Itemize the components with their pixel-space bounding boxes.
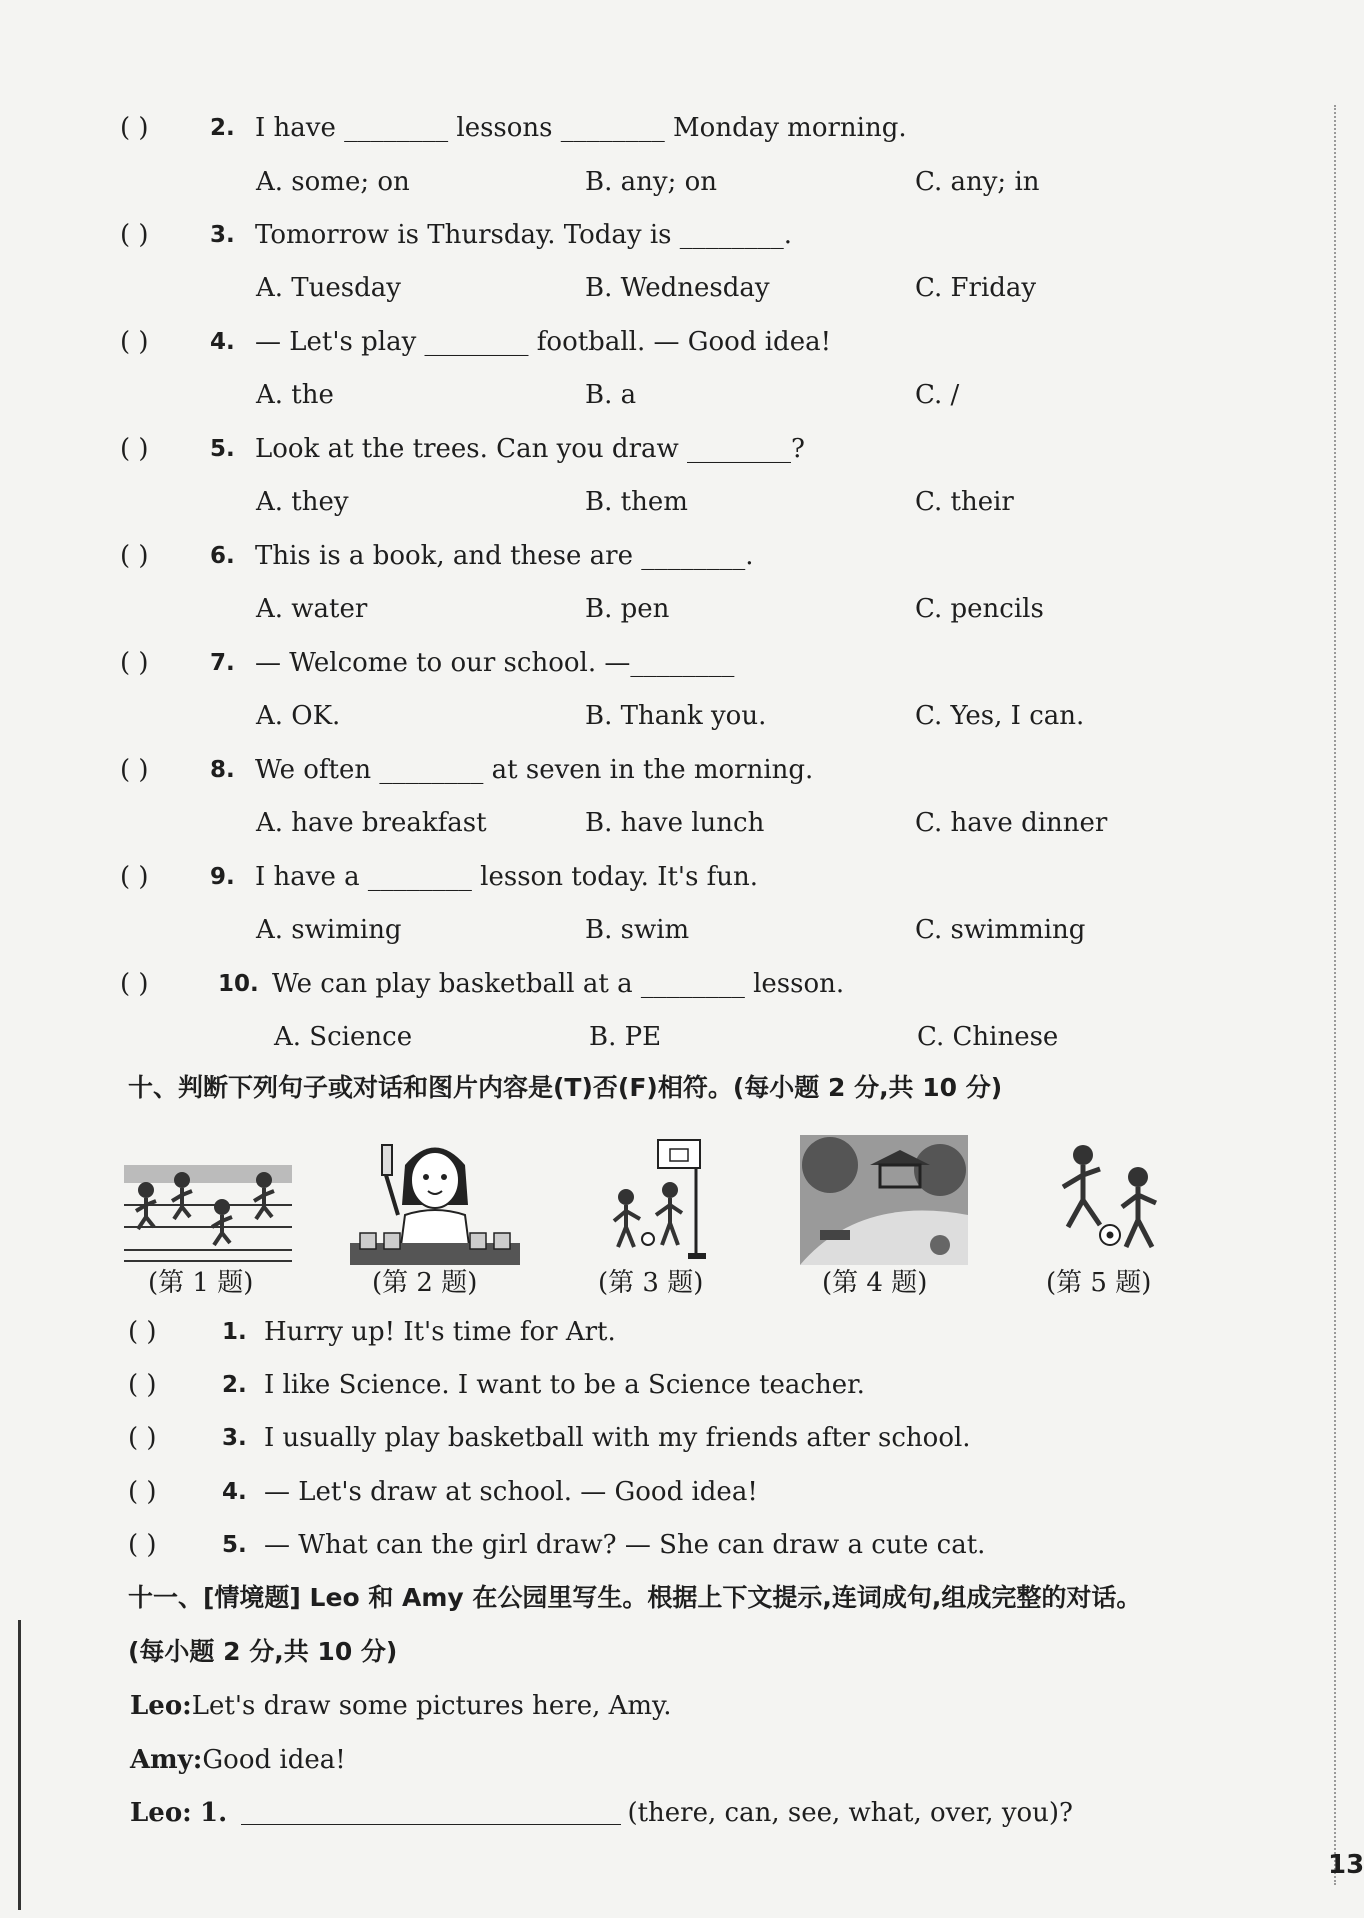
option-a: A. OK. bbox=[256, 701, 341, 731]
options-7 bbox=[0, 696, 1300, 736]
question-9 bbox=[120, 857, 1220, 897]
line-text: Good idea! bbox=[202, 1745, 346, 1775]
question-8 bbox=[120, 750, 1220, 790]
basketball-picture bbox=[598, 1135, 718, 1265]
caption-5: (第 5 题) bbox=[1046, 1268, 1152, 1298]
option-a: A. some; on bbox=[256, 167, 410, 197]
option-b: B. pen bbox=[585, 594, 670, 624]
question-stem: I have ________ lessons ________ Monday morning. bbox=[255, 113, 907, 143]
options-10 bbox=[0, 1017, 1300, 1057]
option-c: C. their bbox=[915, 487, 1014, 517]
section-10-heading: 十、判断下列句子或对话和图片内容是(T)否(F)相符。(每小题 2 分,共 10 分) bbox=[128, 1073, 1003, 1102]
answer-paren[interactable]: ( ) bbox=[120, 541, 149, 571]
answer-paren[interactable]: ( ) bbox=[120, 755, 149, 785]
dialogue-line-1 bbox=[130, 1686, 672, 1726]
answer-paren[interactable]: ( ) bbox=[120, 862, 149, 892]
question-number: 7. bbox=[210, 650, 235, 676]
option-b: B. any; on bbox=[585, 167, 717, 197]
options-9 bbox=[0, 910, 1300, 950]
option-a: A. the bbox=[256, 380, 334, 410]
answer-paren[interactable]: ( ) bbox=[128, 1477, 157, 1507]
question-stem: — Welcome to our school. —________ bbox=[255, 648, 735, 678]
question-number: 5. bbox=[210, 436, 235, 462]
caption-1: (第 1 题) bbox=[148, 1268, 254, 1298]
item-number: 1. bbox=[200, 1798, 228, 1828]
item-number: 2. bbox=[222, 1372, 247, 1398]
tf-item-1 bbox=[128, 1312, 1228, 1352]
section-11-heading: 十一、[情境题] Leo 和 Amy 在公园里写生。根据上下文提示,连词成句,组成完整的对话。 bbox=[128, 1583, 1142, 1612]
item-number: 3. bbox=[222, 1425, 247, 1451]
question-stem: We often ________ at seven in the morning. bbox=[255, 755, 814, 785]
options-6 bbox=[0, 589, 1300, 629]
option-b: B. have lunch bbox=[585, 808, 765, 838]
option-c: C. / bbox=[915, 380, 960, 410]
right-margin-line bbox=[1334, 105, 1336, 1885]
options-8 bbox=[0, 803, 1300, 843]
question-number: 3. bbox=[210, 222, 235, 248]
option-c: C. Chinese bbox=[917, 1022, 1059, 1052]
tf-item-5 bbox=[128, 1525, 1228, 1565]
answer-blank[interactable] bbox=[241, 1796, 621, 1825]
park-picture bbox=[800, 1135, 968, 1265]
question-3 bbox=[120, 215, 1220, 255]
answer-paren[interactable]: ( ) bbox=[120, 648, 149, 678]
option-b: B. Thank you. bbox=[585, 701, 767, 731]
option-a: A. have breakfast bbox=[256, 808, 487, 838]
caption-2: (第 2 题) bbox=[372, 1268, 478, 1298]
answer-paren[interactable]: ( ) bbox=[128, 1530, 157, 1560]
question-stem: — Let's play ________ football. — Good idea! bbox=[255, 327, 832, 357]
answer-paren[interactable]: ( ) bbox=[120, 327, 149, 357]
caption-3: (第 3 题) bbox=[598, 1268, 704, 1298]
dialogue-line-2 bbox=[130, 1740, 346, 1780]
answer-paren[interactable]: ( ) bbox=[128, 1370, 157, 1400]
option-b: B. them bbox=[585, 487, 688, 517]
options-2 bbox=[0, 162, 1300, 202]
question-4 bbox=[120, 322, 1220, 362]
question-number: 4. bbox=[210, 329, 235, 355]
option-c: C. Friday bbox=[915, 273, 1037, 303]
item-text: I usually play basketball with my friends after school. bbox=[264, 1423, 971, 1453]
speaker-leo: Leo: bbox=[130, 1798, 192, 1828]
option-c: C. Yes, I can. bbox=[915, 701, 1085, 731]
item-text: — What can the girl draw? — She can draw a cute cat. bbox=[264, 1530, 986, 1560]
item-text: — Let's draw at school. — Good idea! bbox=[264, 1477, 758, 1507]
question-2 bbox=[120, 108, 1220, 148]
option-a: A. Tuesday bbox=[256, 273, 401, 303]
football-picture bbox=[1038, 1135, 1180, 1265]
option-c: C. have dinner bbox=[915, 808, 1108, 838]
options-5 bbox=[0, 482, 1300, 522]
caption-4: (第 4 题) bbox=[822, 1268, 928, 1298]
answer-paren[interactable]: ( ) bbox=[120, 434, 149, 464]
section-11-score-note: (每小题 2 分,共 10 分) bbox=[128, 1637, 398, 1666]
answer-paren[interactable]: ( ) bbox=[120, 113, 149, 143]
page-number: 13 bbox=[1328, 1850, 1364, 1880]
speaker-leo: Leo: bbox=[130, 1691, 192, 1721]
option-c: C. any; in bbox=[915, 167, 1040, 197]
option-b: B. a bbox=[585, 380, 637, 410]
option-a: A. water bbox=[256, 594, 368, 624]
options-4 bbox=[0, 375, 1300, 415]
question-number: 9. bbox=[210, 864, 235, 890]
option-a: A. Science bbox=[274, 1022, 413, 1052]
speaker-amy: Amy: bbox=[130, 1745, 203, 1775]
item-number: 1. bbox=[222, 1319, 247, 1345]
left-margin-line bbox=[18, 1620, 21, 1910]
question-number: 8. bbox=[210, 757, 235, 783]
question-stem: Look at the trees. Can you draw ________? bbox=[255, 434, 805, 464]
dialogue-line-3 bbox=[130, 1793, 1073, 1833]
line-text: Let's draw some pictures here, Amy. bbox=[191, 1691, 672, 1721]
question-stem: We can play basketball at a ________ lesson. bbox=[272, 969, 845, 999]
answer-paren[interactable]: ( ) bbox=[120, 969, 149, 999]
question-7 bbox=[120, 643, 1220, 683]
answer-paren[interactable]: ( ) bbox=[128, 1423, 157, 1453]
question-10 bbox=[120, 964, 1220, 1004]
item-text: I like Science. I want to be a Science teacher. bbox=[264, 1370, 865, 1400]
science-girl-picture bbox=[350, 1135, 520, 1265]
option-b: B. swim bbox=[585, 915, 690, 945]
option-b: B. PE bbox=[589, 1022, 662, 1052]
tf-item-3 bbox=[128, 1418, 1228, 1458]
question-stem: Tomorrow is Thursday. Today is ________. bbox=[255, 220, 793, 250]
option-c: C. pencils bbox=[915, 594, 1044, 624]
tf-item-4 bbox=[128, 1472, 1228, 1512]
question-number: 6. bbox=[210, 543, 235, 569]
question-stem: This is a book, and these are ________. bbox=[255, 541, 754, 571]
option-b: B. Wednesday bbox=[585, 273, 770, 303]
answer-paren[interactable]: ( ) bbox=[120, 220, 149, 250]
word-hint: (there, can, see, what, over, you)? bbox=[627, 1798, 1073, 1828]
question-6 bbox=[120, 536, 1220, 576]
options-3 bbox=[0, 268, 1300, 308]
item-text: Hurry up! It's time for Art. bbox=[264, 1317, 616, 1347]
question-stem: I have a ________ lesson today. It's fun. bbox=[255, 862, 759, 892]
option-c: C. swimming bbox=[915, 915, 1086, 945]
answer-paren[interactable]: ( ) bbox=[128, 1317, 157, 1347]
question-5 bbox=[120, 429, 1220, 469]
question-number: 2. bbox=[210, 115, 235, 141]
question-number: 10. bbox=[218, 971, 259, 997]
option-a: A. swiming bbox=[256, 915, 402, 945]
option-a: A. they bbox=[256, 487, 349, 517]
item-number: 4. bbox=[222, 1479, 247, 1505]
tf-item-2 bbox=[128, 1365, 1228, 1405]
running-kids-picture bbox=[124, 1135, 292, 1265]
item-number: 5. bbox=[222, 1532, 247, 1558]
